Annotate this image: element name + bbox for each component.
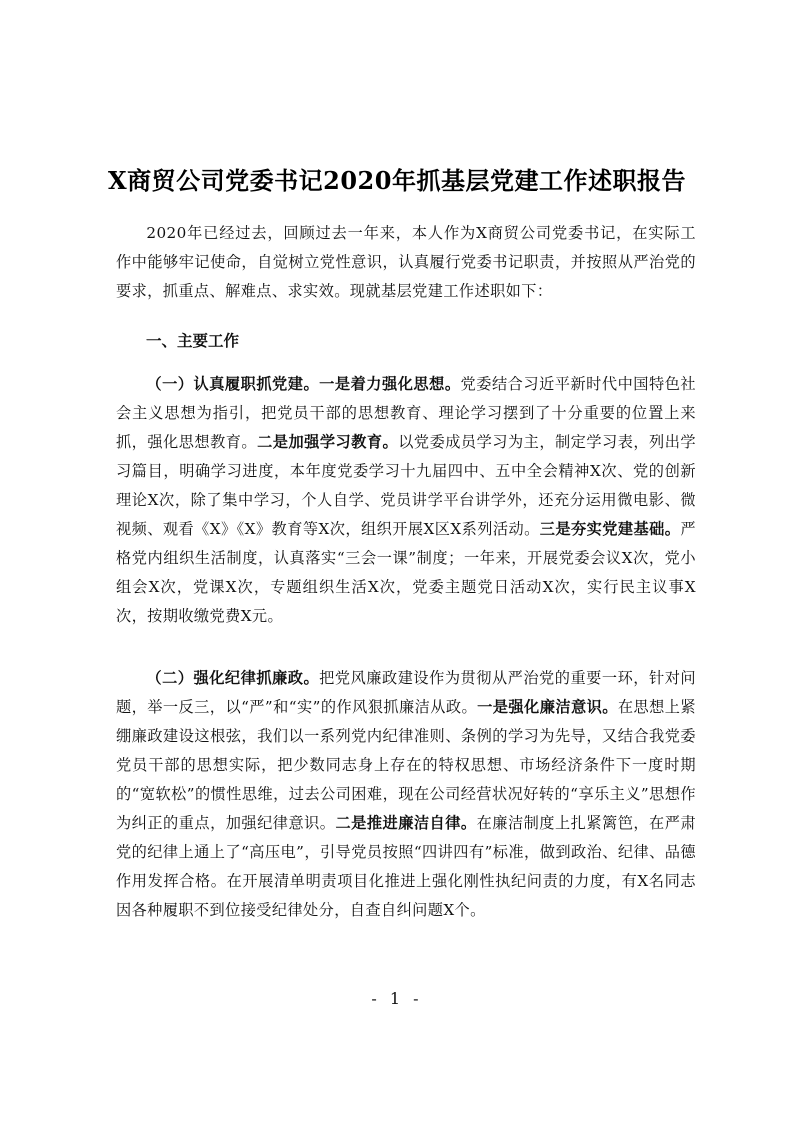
subheading-1: （一）认真履职抓党建。一是着力强化思想。 (146, 375, 461, 393)
section-heading-main-work: 一、主要工作 (146, 331, 240, 350)
subheading-3: 三是夯实党建基础。 (539, 520, 681, 538)
subheading-6: 二是推进廉洁自律。 (335, 814, 477, 832)
subheading-4: （二）强化纪律抓廉政。 (146, 669, 320, 687)
paragraph-party-building (116, 370, 696, 631)
paragraph-text: 把党风廉政建设作为贯彻从严治党的重要一环，针对问题，举一反三，以“严”和“实”的作风狠抓廉洁从政。 (116, 669, 696, 716)
page-number: - 1 - (371, 989, 423, 1008)
intro-paragraph: 2020年已经过去，回顾过去一年来，本人作为X商贸公司党委书记，在实际工作中能够牢记使命，自觉树立党性意识，认真履行党委书记职责，并按照从严治党的要求，抓重点、解难点、求实效。现就基层党建工作述职如下： (116, 224, 696, 300)
paragraph-text: 严格党内组织生活制度，认真落实“三会一课”制度；一年来，开展党委会议X次，党小组会X次，党课X次，专题组织生活X次，党委主题党日活动X次，实行民主议事X次，按期收缴党费X元。 (116, 520, 696, 625)
paragraph-text: 以党委成员学习为主，制定学习表，列出学习篇目，明确学习进度，本年度党委学习十九届四中、五中全会精神X次、党的创新理论X次，除了集中学习，个人自学、党员讲学平台讲学外，还充分运用微电影、微视频、观看《X》《X》教育等X次，组织开展X区X系列活动。 (116, 433, 696, 538)
paragraph-text: 党委结合习近平新时代中国特色社会主义思想为指引，把党员干部的思想教育、理论学习摆到了十分重要的位置上来抓，强化思想教育。 (116, 375, 697, 451)
subheading-2: 二是加强学习教育。 (257, 433, 399, 451)
paragraph-discipline (116, 664, 696, 925)
paragraph-text: 在思想上紧绷廉政建设这根弦，我们以一系列党内纪律准则、条例的学习为先导，又结合我党委党员干部的思想实际，把少数同志身上存在的特权思想、市场经济条件下一度时期的“宽软松”的惯性思维，过去公司困难，现在公司经营状况好转的“享乐主义”思想作为纠正的重点，加强纪律意识。 (116, 698, 696, 832)
paragraph-text: 在廉洁制度上扎紧篱笆，在严肃党的纪律上通上了“高压电”，引导党员按照“四讲四有”标准，做到政治、纪律、品德作用发挥合格。在开展清单明责项目化推进上强化刚性执纪问责的力度，有X名同志因各种履职不到位接受纪律处分，自查自纠问题X个。 (116, 814, 696, 919)
document-title: X商贸公司党委书记2020年抓基层党建工作述职报告 (108, 166, 686, 195)
subheading-5: 一是强化廉洁意识。 (477, 698, 618, 716)
